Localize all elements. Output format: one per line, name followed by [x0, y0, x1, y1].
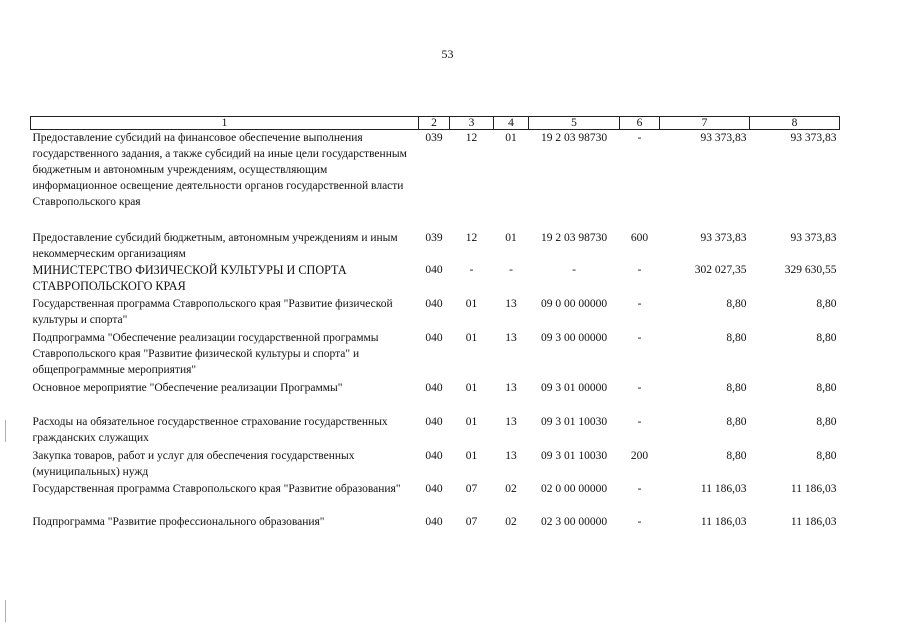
table-row: [31, 481, 840, 514]
row-section: 12: [465, 132, 478, 144]
table-header-row: [31, 117, 840, 130]
column-header-3: 3: [450, 117, 494, 130]
row-ministry-code: 040: [425, 515, 443, 528]
row-expense-type: -: [637, 415, 642, 428]
row-expense-type: 600: [630, 231, 649, 244]
row-name: Предоставление субсидий на финансовое обеспечение выполнения государственного задания, а также субсидий на иные цели государственным бюджетным и автономным учреждениям, осуществляющим информационное освещение деятельности органов государственной власти Ставропольского края: [32, 132, 407, 208]
row-section: 12: [465, 231, 478, 244]
row-target-article: 09 0 00 00000: [540, 297, 608, 310]
row-section: 07: [465, 515, 478, 528]
row-expense-type: -: [637, 381, 642, 394]
row-target-article: 09 3 01 00000: [540, 381, 608, 394]
row-name: МИНИСТЕРСТВО ФИЗИЧЕСКОЙ КУЛЬТУРЫ И СПОРТА СТАВРОПОЛЬСКОГО КРАЯ: [32, 262, 347, 293]
table-row: [31, 130, 840, 230]
column-header-7: 7: [660, 117, 750, 130]
row-amount-1: 8,80: [726, 331, 747, 344]
budget-table: [30, 116, 840, 534]
table-row: [31, 262, 840, 296]
row-amount-2: 8,80: [816, 297, 837, 310]
row-ministry-code: 039: [425, 231, 443, 244]
row-expense-type: -: [637, 515, 642, 528]
row-ministry-code: 040: [425, 331, 443, 344]
row-ministry-code: 040: [425, 449, 443, 462]
row-amount-1: 93 373,83: [700, 231, 747, 244]
row-amount-1: 11 186,03: [700, 482, 747, 495]
column-header-5: 5: [529, 117, 620, 130]
row-name: Основное мероприятие "Обеспечение реализации Программы": [32, 381, 343, 394]
row-subsection: 02: [505, 482, 517, 495]
row-subsection: 13: [505, 415, 517, 428]
row-target-article: 09 3 01 10030: [540, 415, 608, 428]
row-amount-2: 11 186,03: [790, 515, 837, 528]
row-amount-2: 8,80: [816, 449, 837, 462]
row-amount-2: 8,80: [816, 415, 837, 428]
row-name: Подпрограмма "Обеспечение реализации государственной программы Ставропольского края "Развитие физической культуры и спорта" и общепрограммные мероприятия": [32, 331, 379, 376]
row-expense-type: -: [637, 297, 642, 310]
row-amount-2: 93 373,83: [790, 231, 837, 244]
row-amount-1: 93 373,83: [700, 132, 747, 144]
table-row: [31, 230, 840, 262]
row-expense-type: 200: [630, 449, 649, 462]
row-ministry-code: 040: [425, 381, 443, 394]
row-amount-2: 11 186,03: [790, 482, 837, 495]
scan-edge-mark: [5, 600, 6, 622]
row-ministry-code: 040: [425, 297, 443, 310]
scan-edge-mark: [5, 420, 6, 442]
row-amount-2: 8,80: [816, 381, 837, 394]
table-row: [31, 296, 840, 330]
table-row: [31, 330, 840, 380]
row-section: 01: [465, 449, 478, 462]
row-ministry-code: 040: [425, 415, 443, 428]
row-section: 01: [465, 297, 478, 310]
row-target-article: 09 3 01 10030: [540, 449, 608, 462]
row-ministry-code: 040: [425, 263, 443, 276]
row-section: 07: [465, 482, 478, 495]
row-subsection: 13: [505, 449, 517, 462]
row-expense-type: -: [637, 263, 642, 276]
row-amount-2: 8,80: [816, 331, 837, 344]
column-header-1: 1: [31, 117, 419, 130]
row-target-article: 02 0 00 00000: [540, 482, 608, 495]
row-subsection: 01: [505, 231, 517, 244]
column-header-8: 8: [750, 117, 840, 130]
column-header-4: 4: [494, 117, 529, 130]
row-name: Подпрограмма "Развитие профессионального образования": [32, 515, 325, 528]
row-amount-1: 8,80: [726, 449, 747, 462]
column-header-2: 2: [419, 117, 450, 130]
table-row: [31, 448, 840, 481]
row-amount-1: 8,80: [726, 381, 747, 394]
row-amount-2: 93 373,83: [790, 132, 837, 144]
row-expense-type: -: [637, 331, 642, 344]
row-section: 01: [465, 381, 478, 394]
row-section: 01: [465, 331, 478, 344]
row-target-article: 19 2 03 98730: [540, 231, 608, 244]
row-target-article: 09 3 00 00000: [540, 331, 608, 344]
row-name: Предоставление субсидий бюджетным, автономным учреждениям и иным некоммерческим организациям: [32, 231, 398, 260]
row-amount-1: 302 027,35: [694, 263, 747, 276]
row-section: -: [469, 263, 474, 276]
row-subsection: 13: [505, 297, 517, 310]
row-subsection: 13: [505, 331, 517, 344]
row-name: Расходы на обязательное государственное страхование государственных гражданских служащих: [32, 415, 388, 444]
row-subsection: 02: [505, 515, 517, 528]
row-expense-type: -: [637, 132, 642, 144]
row-amount-2: 329 630,55: [784, 263, 837, 276]
row-subsection: 01: [505, 132, 517, 144]
row-ministry-code: 040: [425, 482, 443, 495]
table-row: [31, 514, 840, 534]
row-name: Государственная программа Ставропольского края "Развитие образования": [32, 482, 401, 495]
row-target-article: 02 3 00 00000: [540, 515, 608, 528]
table-row: [31, 380, 840, 414]
row-expense-type: -: [637, 482, 642, 495]
row-subsection: -: [509, 263, 513, 276]
row-amount-1: 11 186,03: [700, 515, 747, 528]
row-target-article: -: [572, 263, 576, 276]
table-row: [31, 414, 840, 448]
row-ministry-code: 039: [425, 132, 443, 144]
row-amount-1: 8,80: [726, 415, 747, 428]
row-amount-1: 8,80: [726, 297, 747, 310]
page-number: 53: [441, 47, 454, 61]
row-target-article: 19 2 03 98730: [540, 132, 608, 144]
row-section: 01: [465, 415, 478, 428]
row-name: Государственная программа Ставропольского края "Развитие физической культуры и спорта": [32, 297, 393, 326]
row-subsection: 13: [505, 381, 517, 394]
column-header-6: 6: [620, 117, 660, 130]
row-name: Закупка товаров, работ и услуг для обеспечения государственных (муниципальных) нужд: [32, 449, 355, 478]
